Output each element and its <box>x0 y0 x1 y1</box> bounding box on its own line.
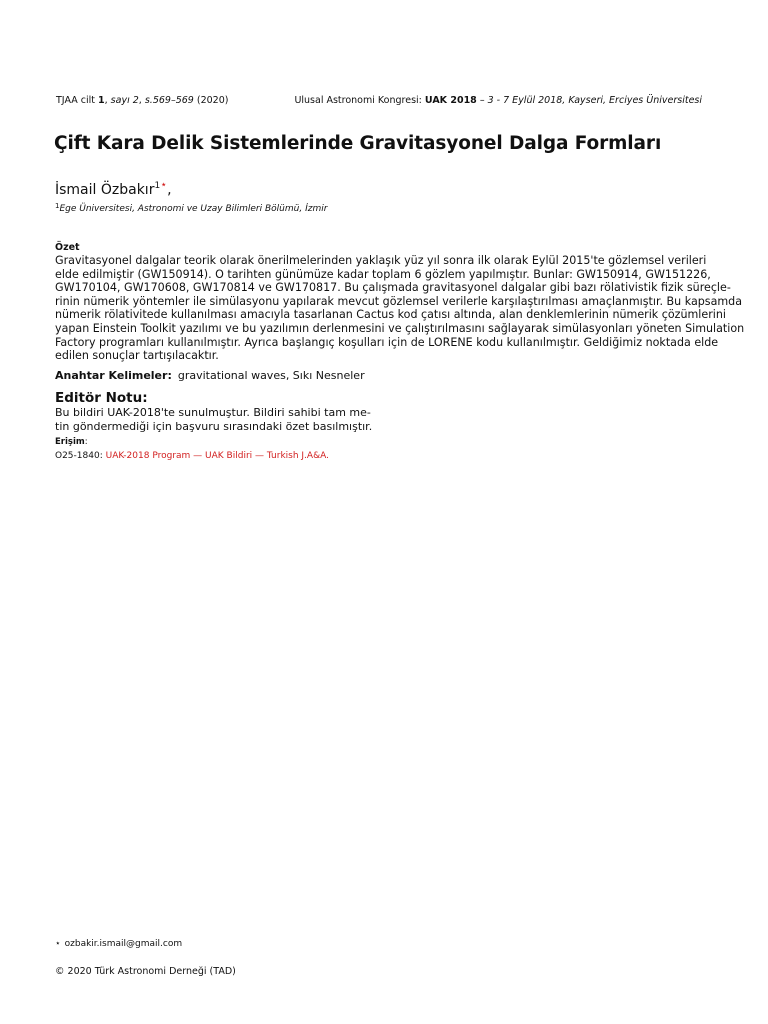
link-turkish-jaa[interactable]: Turkish J.A&A. <box>266 451 329 461</box>
email-address[interactable]: ozbakir.ismail@gmail.com <box>64 939 183 949</box>
editor-note-line: tin göndermediği için başvuru sırasındaki özet basılmıştır. <box>55 419 373 433</box>
abstract-line: elde edilmiştir (GW150914). O tarihten günümüze kadar toplam 6 gözlem yapılmıştır. Bunlar: GW150914, GW151226, <box>55 267 711 281</box>
access-heading: Erişim: <box>55 437 88 447</box>
abstract-line: nümerik rölativitede kullanılması amacıyla tasarlanan Cactus kod çatısı altında, alan denklemlerinin nümerik çözümlerini <box>55 308 726 322</box>
link-uak-bildiri[interactable]: UAK Bildiri <box>205 451 253 461</box>
link-separator: — <box>255 451 265 461</box>
affiliation: $^1$Ege Üniversitesi, Astronomi ve Uzay Bilimleri Bölümü, İzmir <box>55 202 328 214</box>
copyright: © 2020 Türk Astronomi Derneği (TAD) <box>55 966 236 977</box>
abstract-line: GW170104, GW170608, GW170814 ve GW170817. Bu çalışmada gravitasyonel dalgalar gibi bazı rölativistik fizik süreçle- <box>55 281 731 295</box>
access-code: O25-1840: <box>55 451 103 461</box>
congress-info: Ulusal Astronomi Kongresi: UAK 2018 – 3 - 7 Eylül 2018, Kayseri, Erciyes Üniversitesi <box>294 95 702 106</box>
editor-note-heading: Editör Notu: <box>55 390 148 406</box>
abstract-line: edilen sonuçlar tartışılacaktır. <box>55 349 219 363</box>
abstract-line: Gravitasyonel dalgalar teorik olarak önerilmelerinden yaklaşık yüz yıl sonra ilk olarak Eylül 2015'te gözlemsel verileri <box>55 254 707 267</box>
link-uak-program[interactable]: UAK-2018 Program <box>105 451 191 461</box>
author-line: İsmail Özbakır$^{1⋆}$, <box>55 178 172 198</box>
editor-note-line: Bu bildiri UAK-2018'te sunulmuştur. Bildiri sahibi tam me- <box>55 406 371 419</box>
abstract-heading: Özet <box>55 242 80 253</box>
keywords <box>55 369 365 382</box>
link-separator: — <box>193 451 203 461</box>
author-affiliation-mark: 1⋆ <box>154 178 168 191</box>
keywords-value: gravitational waves, Sıkı Nesneler <box>177 369 365 382</box>
access-links <box>55 451 329 461</box>
paper-title: Çift Kara Delik Sistemlerinde Gravitasyonel Dalga Formları <box>54 133 662 154</box>
footnote-email <box>55 939 182 949</box>
author-name: İsmail Özbakır <box>55 182 155 198</box>
abstract-line: yapan Einstein Toolkit yazılımı ve bu yazılımın derlenmesini ve çalıştırılmasını sağlayarak simülasyonları yöneten Simulation <box>55 321 745 335</box>
keywords-label: Anahtar Kelimeler: <box>55 369 172 382</box>
abstract-line: Factory programları kullanılmıştır. Ayrıca başlangıç koşulları için de LORENE kodu kullanılmıştır. Geldiğimiz noktada elde <box>55 335 719 349</box>
abstract-body <box>55 254 745 363</box>
editor-note-body <box>55 406 375 433</box>
abstract-line: rinin nümerik yöntemler ile simülasyonu yapılarak mevcut gözlemsel verilerle karşılaştırılması amaçlanmıştır. Bu kapsamda <box>55 294 743 308</box>
corresponding-star-icon[interactable]: ⋆ <box>160 178 168 191</box>
journal-citation: TJAA cilt 1, sayı 2, s.569–569 (2020) <box>56 95 229 106</box>
footnote-star-icon: ⋆ <box>55 939 61 949</box>
